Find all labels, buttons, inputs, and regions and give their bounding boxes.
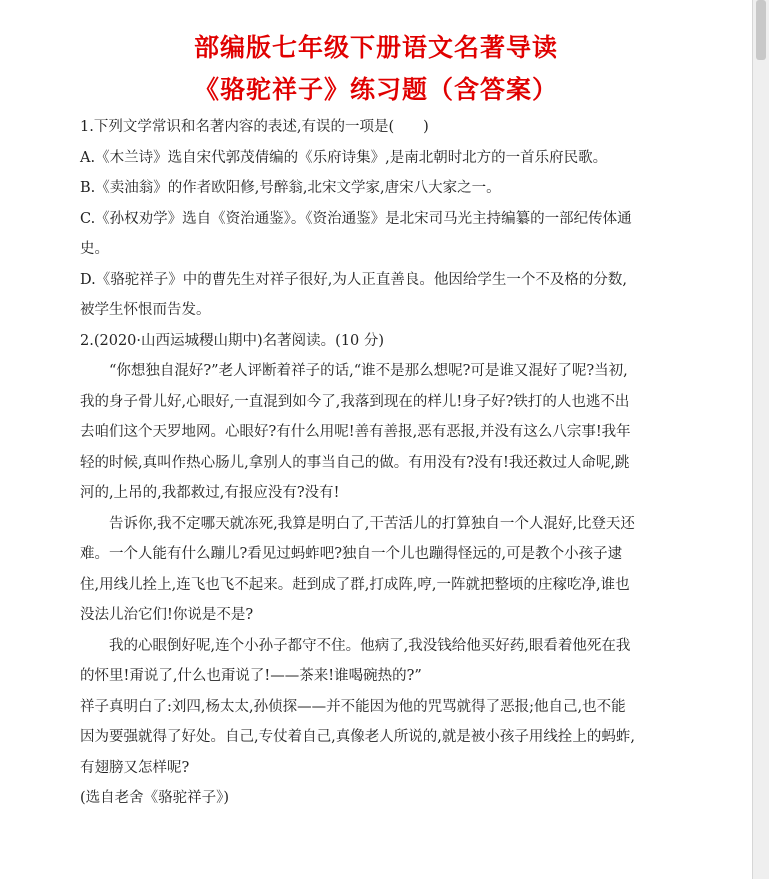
passage-paragraph-3: 我的心眼倒好呢,连个小孙子都守不住。他病了,我没钱给他买好药,眼看着他死在我的怀里!甭说了,什么也甭说了!——茶来!谁喝碗热的?” — [80, 637, 631, 684]
question-1-option-b: B.《卖油翁》的作者欧阳修,号醉翁,北宋文学家,唐宋八大家之一。 — [80, 180, 501, 196]
document-title-line1: 部编版七年级下册语文名著导读 — [193, 33, 558, 62]
question-1-option-d: D.《骆驼祥子》中的曹先生对祥子很好,为人正直善良。他因给学生一个不及格的分数,被学生怀恨而告发。 — [80, 271, 627, 318]
scrollbar-thumb[interactable] — [756, 0, 766, 60]
question-1-stem: 1.下列文学常识和名著内容的表述,有误的一项是( ) — [80, 119, 429, 135]
passage-paragraph-2: 告诉你,我不定哪天就冻死,我算是明白了,干苦活儿的打算独自一个人混好,比登天还难。一个人能有什么蹦儿?看见过蚂蚱吧?独自一个儿也蹦得怪远的,可是教个小孩子逮住,用线儿拴上,连飞也飞不起来。赶到成了群,打成阵,哼,一阵就把整顷的庄稼吃净,谁也没法儿治它们!你说是不是? — [80, 515, 635, 623]
question-1-option-a: A.《木兰诗》选自宋代郭茂倩编的《乐府诗集》,是南北朝时北方的一首乐府民歌。 — [80, 149, 608, 166]
document-body — [80, 112, 640, 814]
passage-paragraph-4: 祥子真明白了:刘四,杨太太,孙侦探——并不能因为他的咒骂就得了恶报;他自己,也不能因为要强就得了好处。自己,专仗着自己,真像老人所说的,就是被小孩子用线拴上的蚂蚱,有翅膀又怎样呢? — [80, 698, 635, 776]
passage-paragraph-1: “你想独自混好?”老人评断着祥子的话,“谁不是那么想呢?可是谁又混好了呢?当初,我的身子骨儿好,心眼好,一直混到如今了,我落到现在的样儿!身子好?铁打的人也逃不出去咱们这个天罗地网。心眼好?有什么用呢!善有善报,恶有恶报,并没有这么八宗事!我年轻的时候,真叫作热心肠儿,拿别人的事当自己的做。有用没有?没有!我还救过人命呢,跳河的,上吊的,我都救过,有报应没有?没有! — [80, 363, 631, 501]
document-title-line2: 《骆驼祥子》练习题（含答案） — [193, 75, 558, 104]
vertical-scrollbar[interactable] — [752, 0, 769, 879]
passage-source: (选自老舍《骆驼祥子》) — [80, 790, 230, 806]
question-2-stem: 2.(2020·山西运城稷山期中)名著阅读。(10 分) — [80, 332, 385, 349]
question-1-option-c: C.《孙权劝学》选自《资治通鉴》。《资治通鉴》是北宋司马光主持编纂的一部纪传体通史。 — [80, 210, 632, 257]
